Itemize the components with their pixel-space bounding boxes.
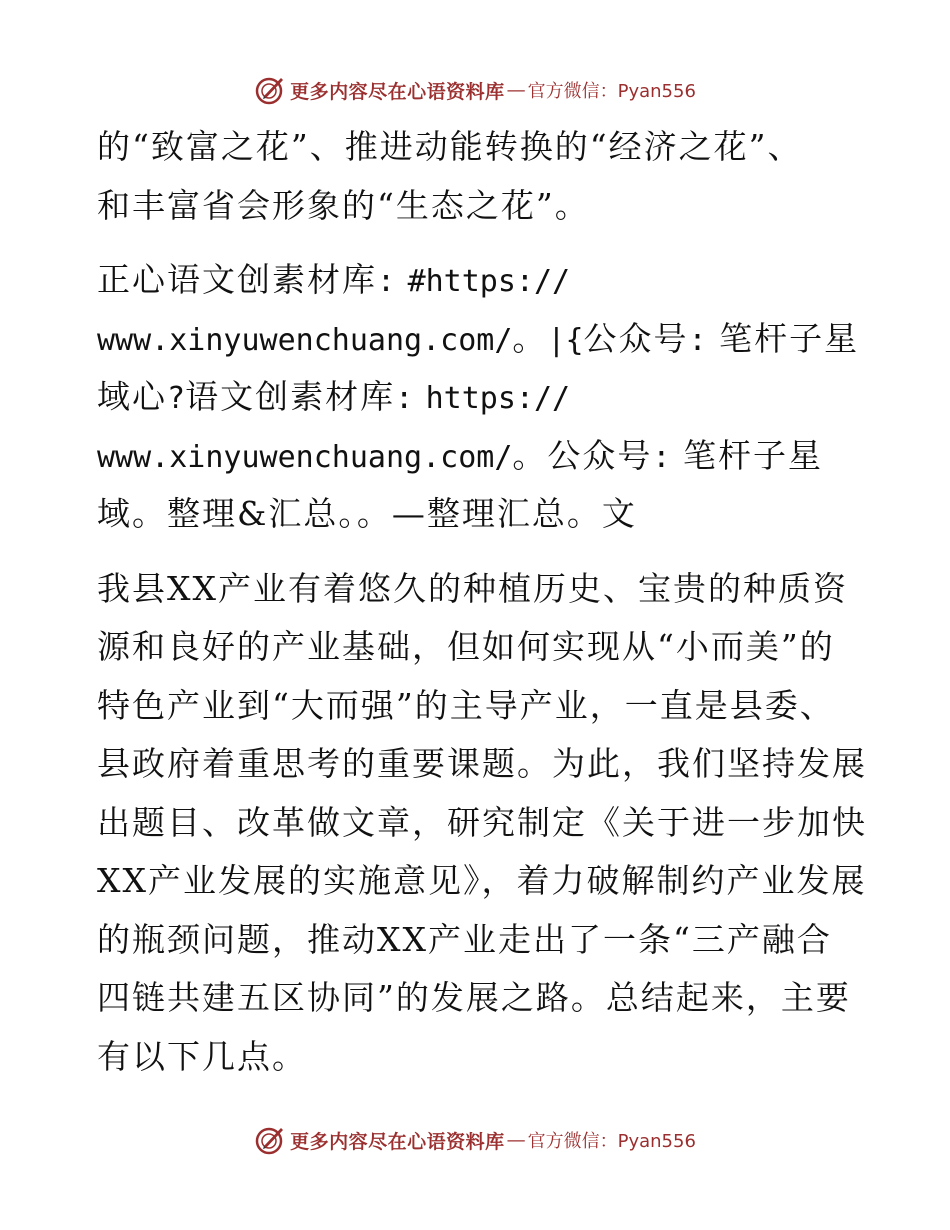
paragraph-1 [97, 118, 877, 235]
header-banner [0, 70, 950, 110]
text-line: www.xinyuwenchuang.com/。|{公众号: 笔杆子星 [97, 318, 860, 358]
footer-wechat-text: 官方微信：Pyan556 [527, 1131, 696, 1152]
text-line: 县政府着重思考的重要课题。为此，我们坚持发展 [97, 744, 867, 783]
text-line: 出题目、改革做文章，研究制定《关于进一步加快 [97, 802, 867, 842]
text-line: 域心?语文创素材库: https:// [97, 377, 571, 416]
header-wechat-text: 官方微信：Pyan556 [527, 81, 696, 102]
pen-logo-icon [254, 74, 286, 106]
text-line: 和丰富省会形象的“生态之花”。 [97, 185, 590, 225]
text-line: 的“致富之花”、推进动能转换的“经济之花”、 [97, 127, 803, 166]
text-line: 有以下几点。 [97, 1036, 307, 1076]
text-line: 四链共建五区协同”的发展之路。总结起来，主要 [97, 978, 851, 1017]
text-line: XX产业发展的实施意见》，着力破解制约产业发展 [97, 861, 867, 900]
text-line: 域。整理&汇总。。—整理汇总。文 [97, 494, 637, 533]
text-line: 我县XX产业有着悠久的种植历史、宝贵的种质资 [97, 568, 848, 608]
header-separator: — [506, 79, 526, 101]
paragraph-2 [97, 251, 877, 544]
document-body [97, 118, 877, 1086]
text-line: 特色产业到“大而强”的主导产业，一直是县委、 [97, 685, 835, 725]
header-brand-text: 更多内容尽在心语资料库 [290, 80, 505, 103]
paragraph-3 [97, 560, 877, 1087]
footer-separator: — [506, 1129, 526, 1151]
text-line: 源和良好的产业基础，但如何实现从“小而美”的 [97, 627, 835, 666]
footer-banner [0, 1120, 950, 1160]
text-line: 正心语文创素材库: #https:// [97, 260, 571, 299]
pen-logo-icon [254, 1124, 286, 1156]
text-line: www.xinyuwenchuang.com/。公众号: 笔杆子星 [97, 435, 823, 475]
text-line: 的瓶颈问题，推动XX产业走出了一条“三产融合 [97, 919, 832, 959]
footer-brand-text: 更多内容尽在心语资料库 [290, 1130, 505, 1153]
